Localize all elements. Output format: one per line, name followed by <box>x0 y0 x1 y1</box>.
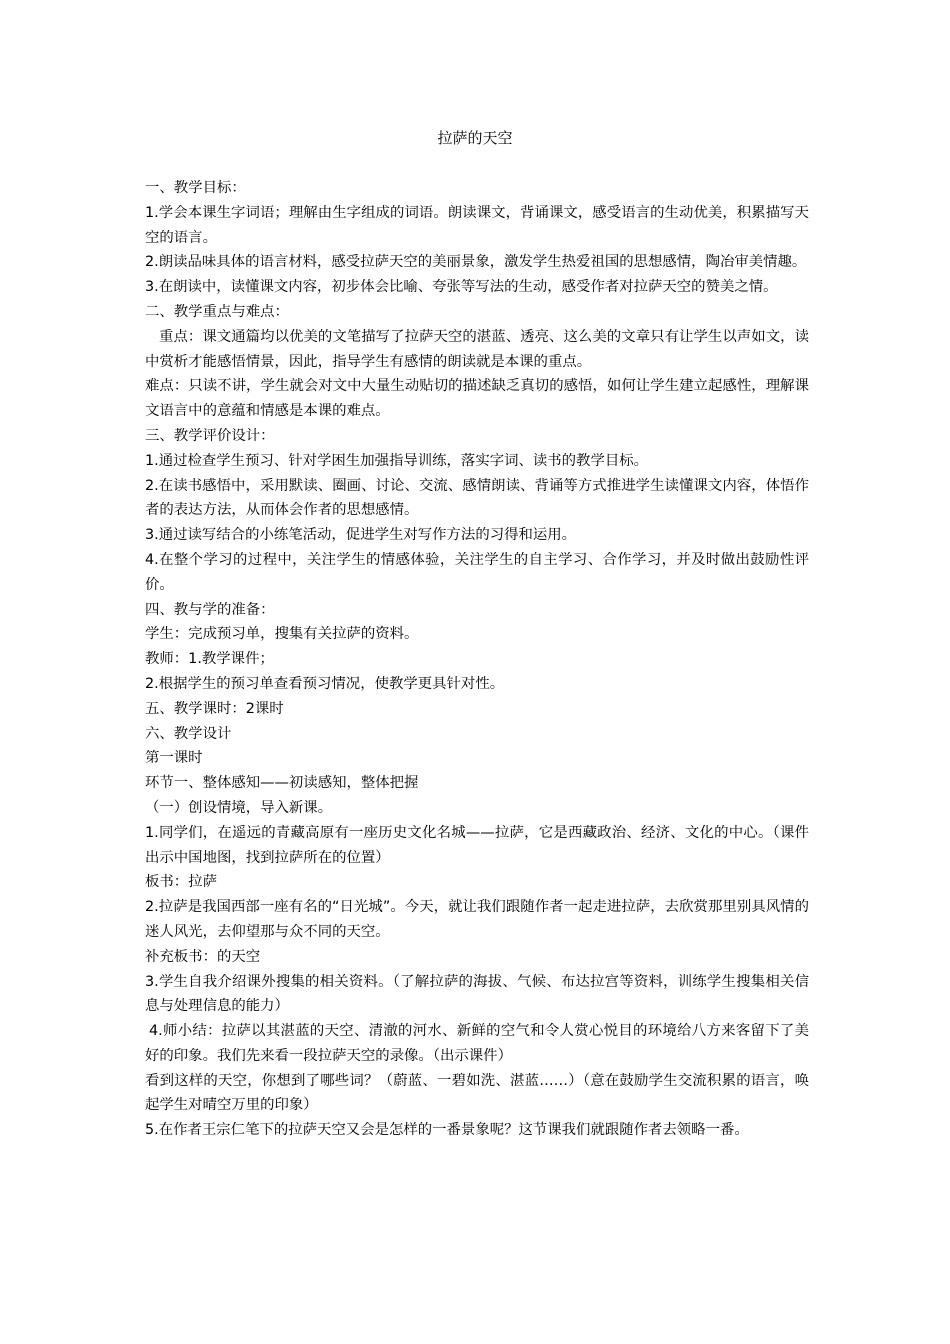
preparation-students: 学生：完成预习单，搜集有关拉萨的资料。 <box>145 626 419 643</box>
board-note-2: 补充板书：的天空 <box>145 948 261 965</box>
section-heading-preparation: 四、教与学的准备： <box>145 601 275 618</box>
evaluation-4: 4.在整个学习的过程中，关注学生的情感体验，关注学生的自主学习、合作学习，并及时做出鼓励性评价。 <box>145 551 809 593</box>
objective-2: 2.朗读品味具体的语言材料，感受拉萨天空的美丽景象，激发学生热爱祖国的思想感情，陶冶审美情趣。 <box>145 254 807 271</box>
stage-one-heading: 环节一、整体感知——初读感知，整体把握 <box>145 775 419 792</box>
key-point: 重点：课文通篇均以优美的文笔描写了拉萨天空的湛蓝、透亮、这么美的文章只有让学生以声如文，读中赏析才能感悟情景，因此，指导学生有感情的朗读就是本课的重点。 <box>145 328 809 370</box>
section-heading-periods: 五、教学课时：2课时 <box>145 700 284 717</box>
section-heading-evaluation: 三、教学评价设计： <box>145 427 275 444</box>
board-note-1: 板书：拉萨 <box>145 874 217 891</box>
section-heading-design: 六、教学设计 <box>145 725 232 742</box>
step-one-heading: （一）创设情境，导入新课。 <box>145 799 333 816</box>
step-item-2: 2.拉萨是我国西部一座有名的“日光城”。今天，就让我们跟随作者一起走进拉萨，去欣赏那里别具风情的迷人风光，去仰望那与众不同的天空。 <box>145 899 809 940</box>
question-paragraph: 看到这样的天空，你想到了哪些词？（蔚蓝、一碧如洗、湛蓝……）（意在鼓励学生交流积累的语言，唤起学生对晴空万里的印象） <box>145 1072 809 1114</box>
objective-3: 3.在朗读中，读懂课文内容，初步体会比喻、夸张等写法的生动，感受作者对拉萨天空的赞美之情。 <box>145 279 778 296</box>
step-item-5: 5.在作者王宗仁笔下的拉萨天空又会是怎样的一番景象呢？这节课我们就跟随作者去领略一番。 <box>145 1122 749 1139</box>
preparation-teacher: 教师：1.教学课件； <box>145 651 274 668</box>
evaluation-1: 1.通过检查学生预习、针对学困生加强指导训练，落实字词、读书的教学目标。 <box>145 452 649 469</box>
difficult-point: 难点：只读不讲，学生就会对文中大量生动贴切的描述缺乏真切的感悟，如何让学生建立起感性，理解课文语言中的意蕴和情感是本课的难点。 <box>145 378 809 420</box>
evaluation-3: 3.通过读写结合的小练笔活动，促进学生对写作方法的习得和运用。 <box>145 527 577 544</box>
step-item-4: 4.师小结：拉萨以其湛蓝的天空、清澈的河水、新鲜的空气和令人赏心悦目的环境给八方来客留下了美好的印象。我们先来看一段拉萨天空的录像。（出示课件） <box>145 1023 809 1064</box>
section-heading-key-points: 二、教学重点与难点： <box>145 303 289 320</box>
evaluation-2: 2.在读书感悟中，采用默读、圈画、讨论、交流、感情朗读、背诵等方式推进学生读懂课文内容，体悟作者的表达方法，从而体会作者的思想感情。 <box>145 477 809 519</box>
lesson-one-heading: 第一课时 <box>145 750 203 767</box>
document-body <box>145 176 809 1143</box>
section-heading-objectives: 一、教学目标： <box>145 180 246 196</box>
preparation-teacher-2: 2.根据学生的预习单查看预习情况，使教学更具针对性。 <box>145 675 505 692</box>
objective-1: 1.学会本课生字词语；理解由生字组成的词语。朗读课文，背诵课文，感受语言的生动优美，积累描写天空的语言。 <box>145 204 809 246</box>
step-item-3: 3.学生自我介绍课外搜集的相关资料。（了解拉萨的海拔、气候、布达拉宫等资料，训练学生搜集相关信息与处理信息的能力） <box>145 973 809 1015</box>
document-title: 拉萨的天空 <box>437 129 513 147</box>
step-item-1: 1.同学们，在遥远的青藏高原有一座历史文化名城——拉萨，它是西藏政治、经济、文化的中心。（课件出示中国地图，找到拉萨所在的位置） <box>145 824 809 866</box>
